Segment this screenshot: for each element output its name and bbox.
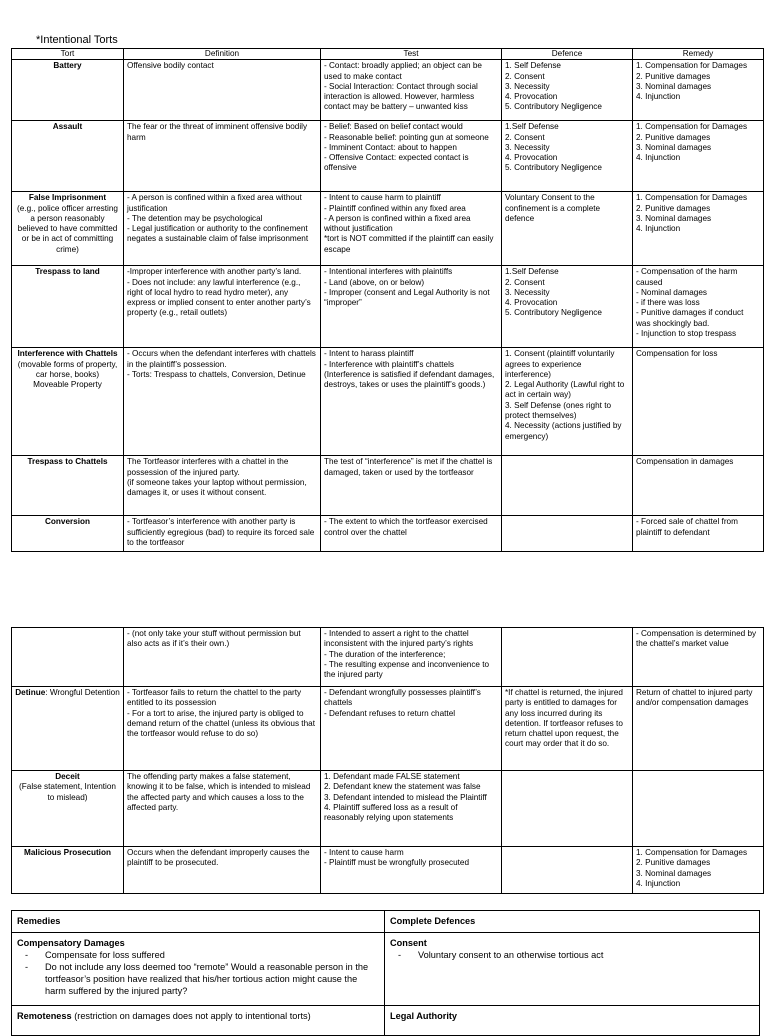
tort-name: Malicious Prosecution — [24, 848, 111, 857]
tort-cell — [12, 60, 124, 121]
tort-note: : Wrongful Detention — [45, 688, 120, 697]
table-row — [12, 628, 764, 687]
column-header: Definition — [124, 49, 321, 60]
definition-cell: The offending party makes a false statement, knowing it to be false, which is intended to mislead the affected party and which causes a loss to the affected party. — [124, 771, 321, 847]
defence-cell — [502, 456, 633, 516]
test-cell: - Contact: broadly applied; an object can be used to make contact - Social Interaction: Contact through social interaction is allowed. However, harmless contact may be battery – unwanted kiss — [321, 60, 502, 121]
list-item: - Voluntary consent to an otherwise tortious act — [418, 949, 754, 961]
complete-defences-heading: Complete Defences — [385, 911, 760, 933]
table-row — [12, 348, 764, 456]
table-row — [12, 516, 764, 552]
test-cell: - Belief: Based on belief contact would - Reasonable belief: pointing gun at someone - Imminent Contact: about to happen - Offensive Contact: expected contact is offensive — [321, 121, 502, 192]
table-header-row — [12, 911, 760, 933]
consent-list — [390, 949, 754, 961]
intentional-torts-table-continued — [11, 627, 764, 894]
definition-cell: Occurs when the defendant improperly causes the plaintiff to be prosecuted. — [124, 847, 321, 894]
compensatory-damages-title: Compensatory Damages — [17, 938, 125, 948]
remoteness-cell — [12, 1006, 385, 1036]
defence-cell: *If chattel is returned, the injured party is entitled to damages for any loss incurred during its detention. If tortfeasor refuses to return chattel upon request, the court may order that it do so. — [502, 687, 633, 771]
table-row — [12, 60, 764, 121]
column-header: Remedy — [633, 49, 764, 60]
definition-cell: The fear or the threat of imminent offensive bodily harm — [124, 121, 321, 192]
defence-cell — [502, 847, 633, 894]
test-cell: - Intent to cause harm to plaintiff - Plaintiff confined within any fixed area - A person is confined within a fixed area without justification *tort is NOT committed if the plaintiff can easily escape — [321, 192, 502, 266]
defence-cell — [502, 628, 633, 687]
tort-name: Assault — [52, 122, 83, 132]
column-header: Tort — [12, 49, 124, 60]
tort-name: Interference with Chattels — [17, 349, 118, 359]
remoteness-note: (restriction on damages does not apply to intentional torts) — [74, 1011, 311, 1021]
remoteness-title: Remoteness — [17, 1011, 72, 1021]
remedy-cell: 1. Compensation for Damages 2. Punitive damages 3. Nominal damages 4. Injunction — [633, 192, 764, 266]
table-row — [12, 933, 760, 1006]
tort-name: Deceit — [55, 772, 80, 781]
tort-cell — [12, 516, 124, 552]
test-cell: - Intended to assert a right to the chattel inconsistent with the injured party’s rights - The duration of the interference; - The resulting expense and inconvenience to the injured party — [321, 628, 502, 687]
tort-note: (e.g., police officer arresting a person reasonably believed to have committed or be in act of committing crime) — [17, 203, 118, 254]
test-cell: The test of “interference” is met if the chattel is damaged, taken or used by the tortfeasor — [321, 456, 502, 516]
defence-cell: 1. Consent (plaintiff voluntarily agrees to experience interference) 2. Legal Authority (Lawful right to act in certain way) 3. Self Defense (ones right to protect themselves) 4. Necessity (actions justified by emergency) — [502, 348, 633, 456]
tort-name: Trespass to land — [35, 267, 100, 277]
test-cell: 1. Defendant made FALSE statement 2. Defendant knew the statement was false 3. Defendant intended to mislead the Plaintiff 4. Plaintiff suffered loss as a result of reasonably relying upon statements — [321, 771, 502, 847]
tort-name: Conversion — [44, 517, 91, 527]
consent-title: Consent — [390, 938, 427, 948]
remedy-cell: - Compensation of the harm caused - Nominal damages - if there was loss - Punitive damages if conduct was shockingly bad. - Injunction to stop trespass — [633, 266, 764, 348]
table-row — [12, 687, 764, 771]
remedy-cell: Compensation in damages — [633, 456, 764, 516]
tort-cell — [12, 771, 124, 847]
remedy-cell: Return of chattel to injured party and/or compensation damages — [633, 687, 764, 771]
table-row — [12, 456, 764, 516]
defence-cell: Voluntary Consent to the confinement is a complete defence — [502, 192, 633, 266]
tort-name: Trespass to Chattels — [27, 457, 108, 467]
compensatory-damages-list — [17, 949, 379, 997]
remedy-cell — [633, 771, 764, 847]
remedies-heading: Remedies — [12, 911, 385, 933]
definition-cell: - Tortfeasor’s interference with another party is sufficiently egregious (bad) to require its forced sale to the tortfeasor — [124, 516, 321, 552]
tort-cell — [12, 266, 124, 348]
consent-cell — [385, 933, 760, 1006]
table-row — [12, 847, 764, 894]
list-item: - Do not include any loss deemed too “remote” Would a reasonable person in the tortfeasor’s position have realized that his/her tortious action might cause the harm suffered by the injured party? — [45, 961, 379, 997]
tort-name: Detinue — [15, 688, 46, 697]
table-row — [12, 771, 764, 847]
table-row — [12, 1006, 760, 1036]
test-cell: - Intent to cause harm - Plaintiff must be wrongfully prosecuted — [321, 847, 502, 894]
definition-cell: - Occurs when the defendant interferes with chattels in the plaintiff’s possession. - Torts: Trespass to chattels, Conversion, Detinue — [124, 348, 321, 456]
tort-cell — [12, 348, 124, 456]
remedy-cell: - Forced sale of chattel from plaintiff to defendant — [633, 516, 764, 552]
definition-cell: - (not only take your stuff without permission but also acts as if it’s their own.) — [124, 628, 321, 687]
defence-cell — [502, 771, 633, 847]
page-title: *Intentional Torts — [36, 34, 118, 46]
compensatory-damages-cell — [12, 933, 385, 1006]
defence-cell: 1.Self Defense 2. Consent 3. Necessity 4. Provocation 5. Contributory Negligence — [502, 121, 633, 192]
definition-cell: The Tortfeasor interferes with a chattel in the possession of the injured party. (if someone takes your laptop without permission, damages it, or uses it without consent. — [124, 456, 321, 516]
tort-cell — [12, 121, 124, 192]
remedy-cell: 1. Compensation for Damages 2. Punitive damages 3. Nominal damages 4. Injunction — [633, 121, 764, 192]
tort-cell — [12, 628, 124, 687]
table-row — [12, 121, 764, 192]
definition-cell: Offensive bodily contact — [124, 60, 321, 121]
intentional-torts-table — [11, 48, 764, 552]
tort-cell — [12, 687, 124, 771]
defence-cell: 1.Self Defense 2. Consent 3. Necessity 4. Provocation 5. Contributory Negligence — [502, 266, 633, 348]
definition-cell: - A person is confined within a fixed area without justification - The detention may be psychological - Legal justification or authority to the confinement negates a sustainable claim of false imprisonment — [124, 192, 321, 266]
definition-cell: - Tortfeasor fails to return the chattel to the party entitled to its possession - For a tort to arise, the injured party is obliged to demand return of the chattel (unless its obvious that the tortfeasor would refuse to do so) — [124, 687, 321, 771]
table-row — [12, 192, 764, 266]
legal-authority-cell — [385, 1006, 760, 1036]
defence-cell — [502, 516, 633, 552]
tort-cell — [12, 192, 124, 266]
test-cell: - Intentional interferes with plaintiffs - Land (above, on or below) - Improper (consent and Legal Authority is not “improper” — [321, 266, 502, 348]
list-item: - Compensate for loss suffered — [45, 949, 379, 961]
remedies-defences-table — [11, 910, 760, 1036]
tort-cell — [12, 456, 124, 516]
test-cell: - The extent to which the tortfeasor exercised control over the chattel — [321, 516, 502, 552]
tort-note: (False statement, Intention to mislead) — [19, 782, 116, 802]
tort-cell — [12, 847, 124, 894]
column-header: Defence — [502, 49, 633, 60]
table-header-row — [12, 49, 764, 60]
remedy-cell: - Compensation is determined by the chattel’s market value — [633, 628, 764, 687]
remedy-cell: 1. Compensation for Damages 2. Punitive damages 3. Nominal damages 4. Injunction — [633, 60, 764, 121]
tort-name: Battery — [53, 61, 82, 71]
definition-cell: -Improper interference with another party’s land. - Does not include: any lawful interference (e.g., right of local hydro to read hydro meter), any express or implied consent to enter another party’s property (e.g., retail outlets) — [124, 266, 321, 348]
defence-cell: 1. Self Defense 2. Consent 3. Necessity 4. Provocation 5. Contributory Negligence — [502, 60, 633, 121]
table-row — [12, 266, 764, 348]
tort-name: False Imprisonment — [28, 193, 107, 203]
test-cell: - Defendant wrongfully possesses plaintiff’s chattels - Defendant refuses to return chattel — [321, 687, 502, 771]
remedy-cell: 1. Compensation for Damages 2. Punitive damages 3. Nominal damages 4. Injunction — [633, 847, 764, 894]
remedy-cell: Compensation for loss — [633, 348, 764, 456]
column-header: Test — [321, 49, 502, 60]
tort-note: (movable forms of property, car horse, books) Moveable Property — [17, 359, 118, 390]
test-cell: - Intent to harass plaintiff - Interference with plaintiff’s chattels (Interference is satisfied if defendant damages, destroys, takes or uses the plaintiff’s goods.) — [321, 348, 502, 456]
legal-authority-title: Legal Authority — [390, 1011, 458, 1021]
